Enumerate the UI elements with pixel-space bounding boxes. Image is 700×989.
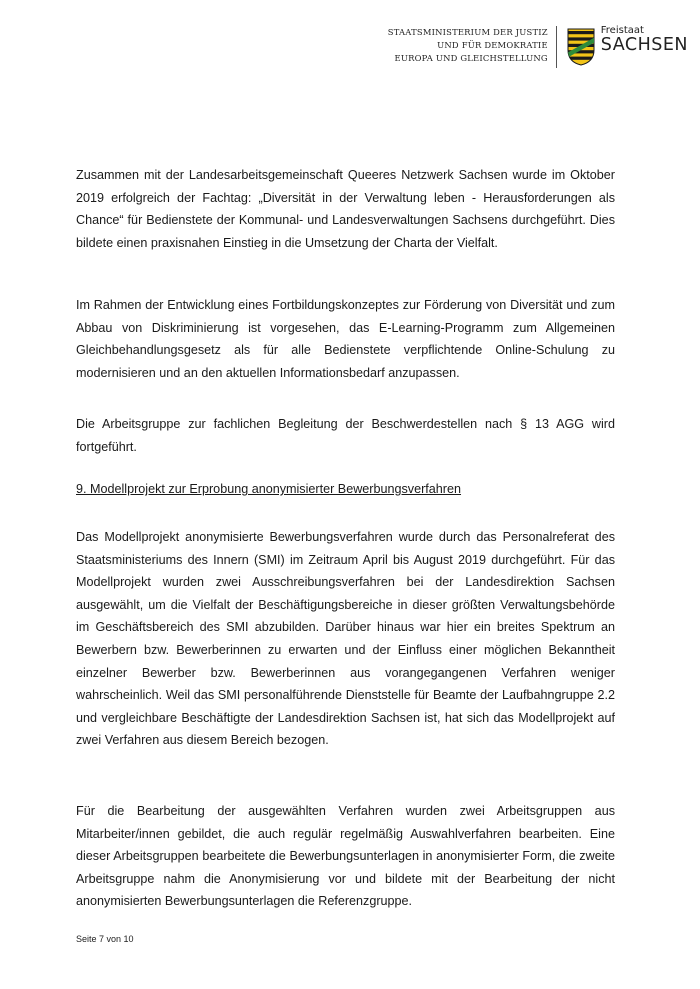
paragraph-fachtag: Zusammen mit der Landesarbeitsgemeinschaft Queeres Netzwerk Sachsen wurde im Oktober 2019 erfolgreich der Fachtag: „Diversität in der Verwaltung leben - Herausforderungen als Chance“ für Bedienstete der Kommunal- und Landesverwaltungen Sachsens durchgeführt. Dies bildete einen praxisnahen Einstieg in die Umsetzung der Charta der Vielfalt. [76,168,615,250]
paragraph-fortbildung: Im Rahmen der Entwicklung eines Fortbildungskonzeptes zur Förderung von Diversität und zum Abbau von Diskriminierung ist vorgesehen, das E-Learning-Programm zum Allgemeinen Gleichbehandlungsgesetz als für alle Bedienstete verpflichtende Online-Schulung zu modernisieren und an den aktuellen Informationsbedarf anzupassen. [76,298,615,380]
ministry-name [388,26,556,65]
ministry-line-2: UND FÜR DEMOKRATIE [437,40,548,50]
section-heading: 9. Modellprojekt zur Erprobung anonymisierter Bewerbungsverfahren [76,482,462,496]
header-divider [556,26,557,68]
ministry-line-3: EUROPA UND GLEICHSTELLUNG [394,53,548,63]
saxony-crest-icon [567,28,595,66]
brand-freistaat: Freistaat [600,25,644,36]
brand-sachsen: SACHSEN [600,35,688,55]
letterhead [388,26,688,68]
paragraph-bearbeitung: Für die Bearbeitung der ausgewählten Verfahren wurden zwei Arbeitsgruppen aus Mitarbeiter/innen gebildet, die auch regulär regelmäßig Auswahlverfahren bearbeiten. Eine dieser Arbeitsgruppen bearbeitete die Bewerbungsunterlagen in anonymisierter Form, die zweite Arbeitsgruppe nahm die Anonymisierung vor und bildete mit der Bearbeitung der nicht anonymisierten Bewerbungsunterlagen die Referenzgruppe. [76,804,615,909]
paragraph-modellprojekt: Das Modellprojekt anonymisierte Bewerbungsverfahren wurde durch das Personalreferat des Staatsministeriums des Innern (SMI) im Zeitraum April bis August 2019 durchgeführt. Für das Modellprojekt wurden zwei Ausschreibungsverfahren bei der Landesdirektion Sachsen ausgewählt, um die Vielfalt der Beschäftigungsbereiche in dieser größten Verwaltungsbehörde im Geschäftsbereich des SMI abzubilden. Darüber hinaus war hier ein breites Spektrum an Bewerbern bzw. Bewerberinnen zu erwarten und der Einfluss einer möglichen Bekanntheit einzelner Bewerber bzw. Bewerberinnen aus vorangegangenen Verfahren weniger wahrscheinlich. Weil das SMI personalführende Dienststelle für Beamte der Laufbahngruppe 2.2 und vergleichbare Beschäftigte der Landesdirektion Sachsen ist, hat sich das Modellprojekt auf zwei Verfahren aus diesem Bereich bezogen. [76,530,615,748]
paragraph-arbeitsgruppe: Die Arbeitsgruppe zur fachlichen Begleitung der Beschwerdestellen nach § 13 AGG wird fortgeführt. [76,417,615,454]
page-number: Seite 7 von 10 [76,934,134,944]
state-brand [601,26,688,55]
ministry-line-1: STAATSMINISTERIUM DER JUSTIZ [387,27,548,37]
